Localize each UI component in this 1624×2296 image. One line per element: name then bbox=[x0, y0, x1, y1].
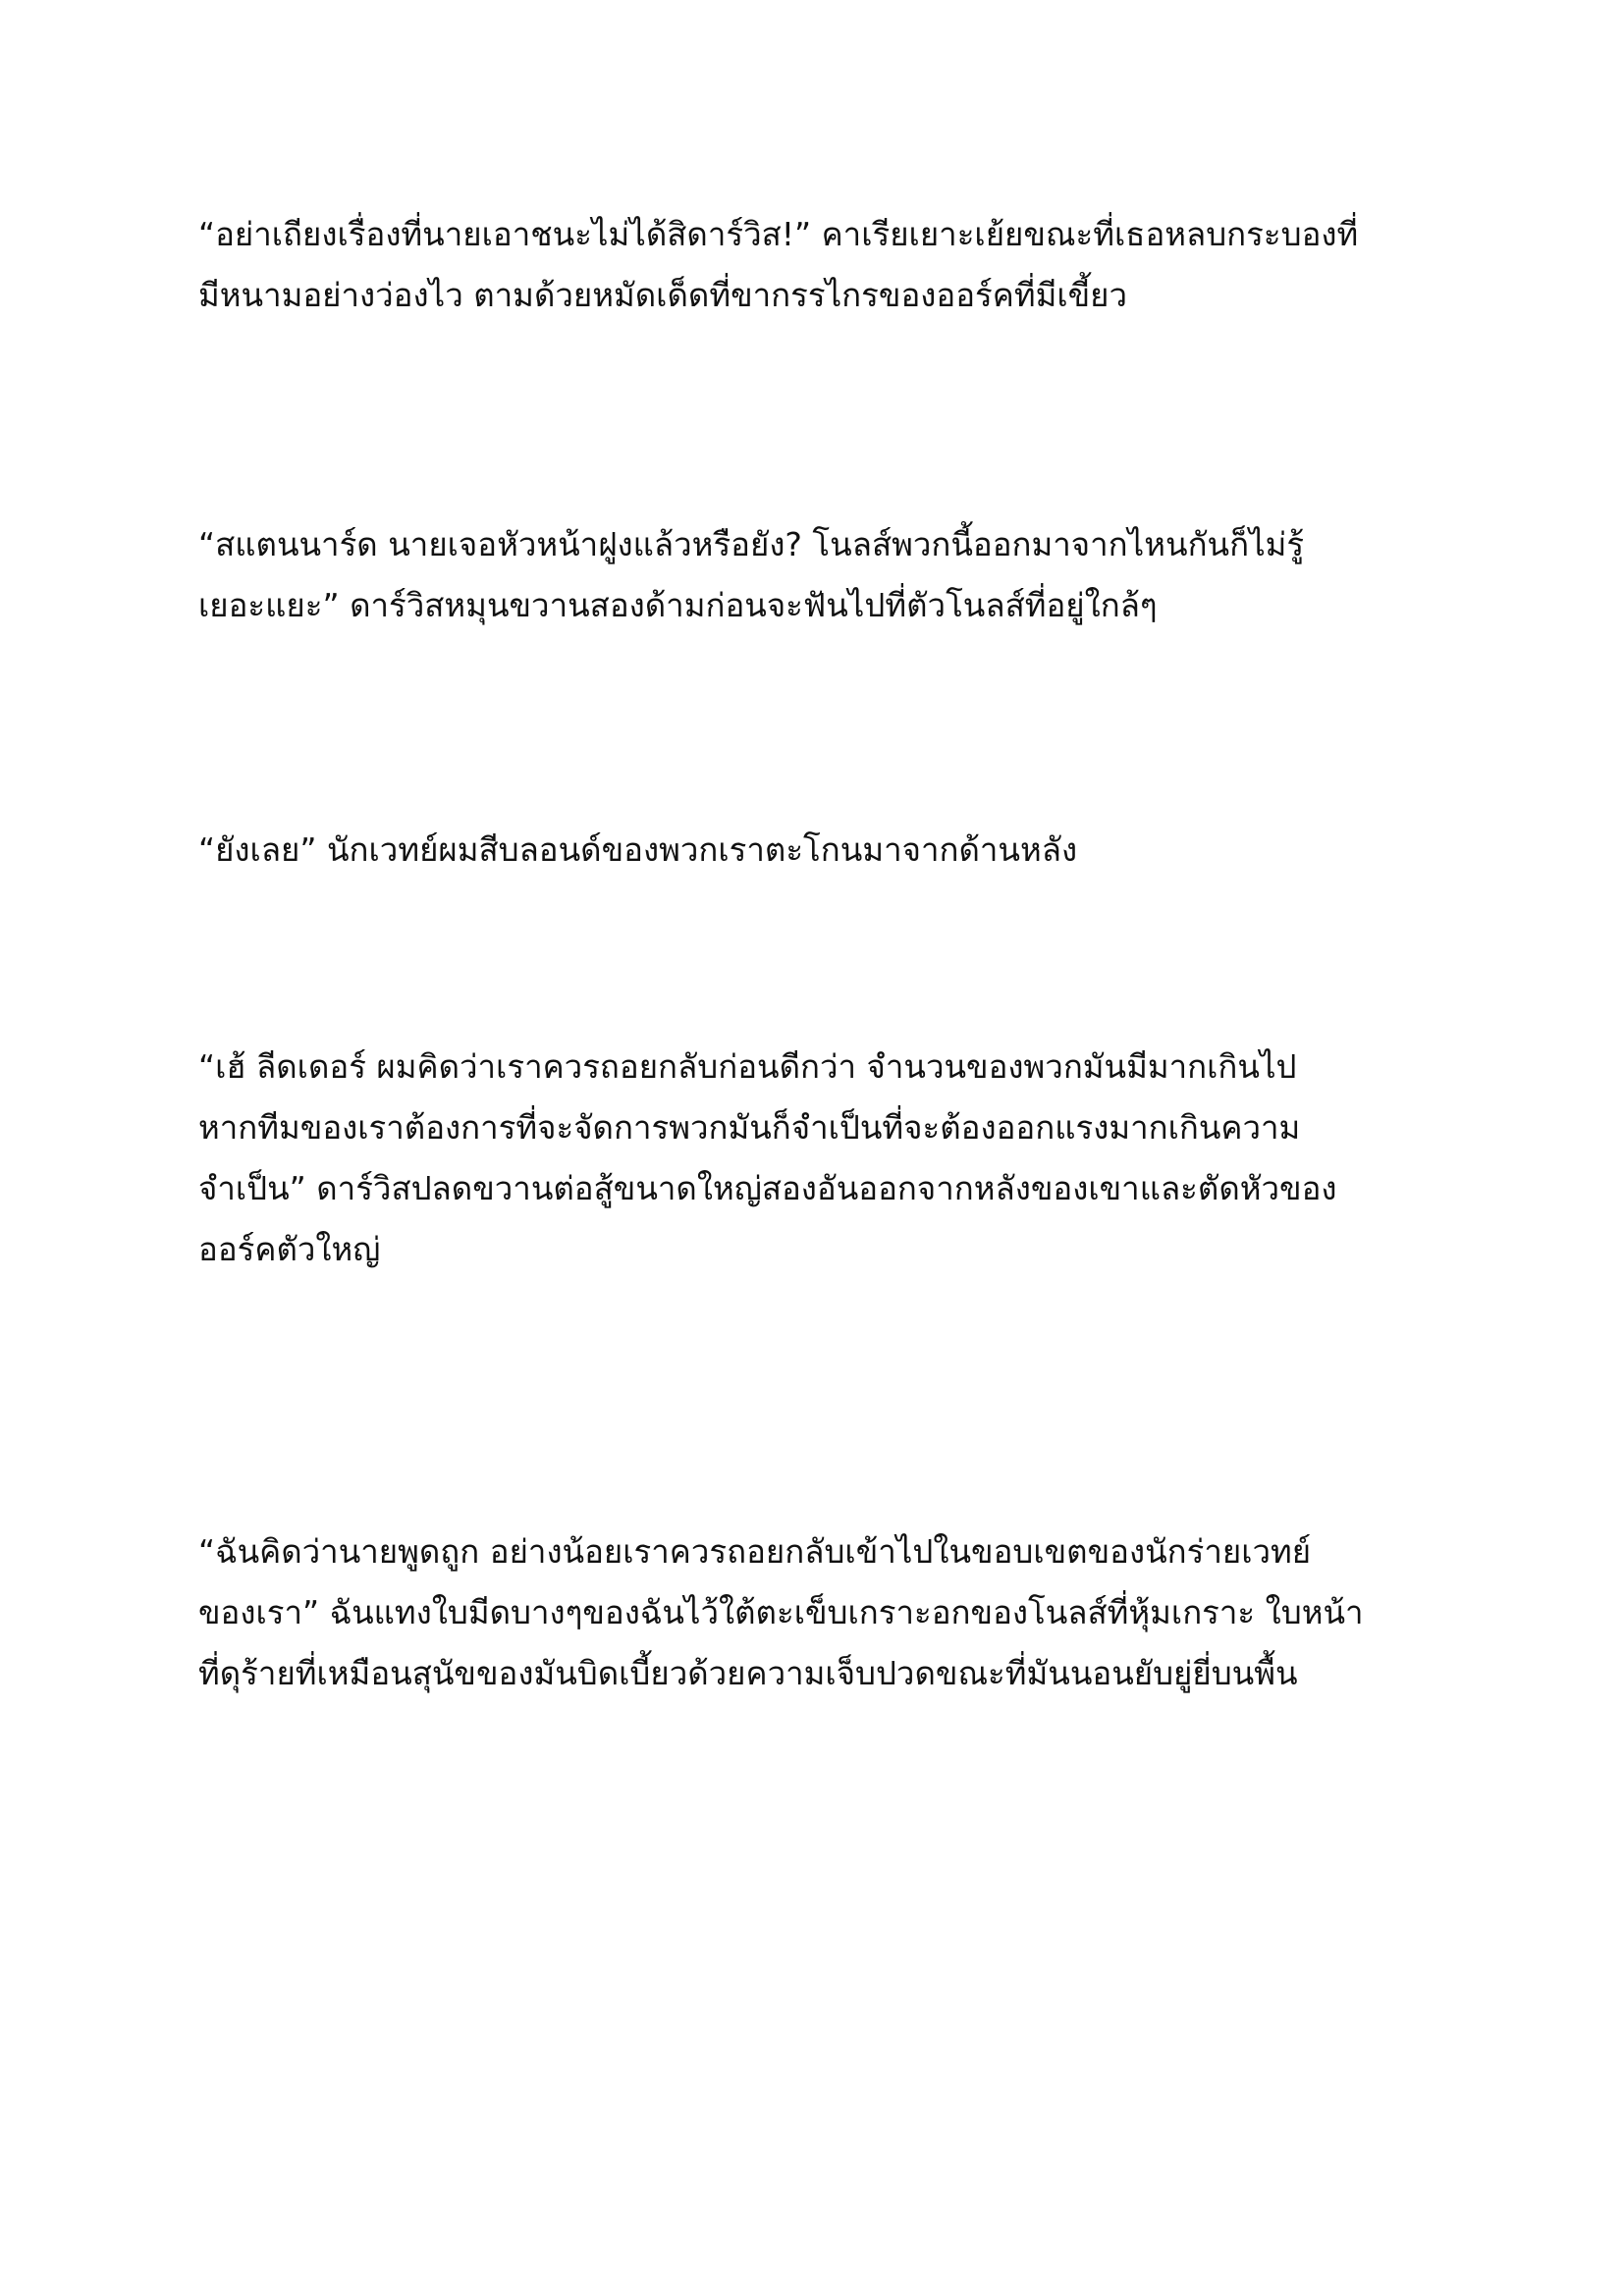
text-line: “ยังเลย” นักเวทย์ผมสีบลอนด์ของพวกเราตะโกนมาจากด้านหลัง bbox=[198, 830, 1078, 869]
text-line: “อย่าเถียงเรื่องที่นายเอาชนะไม่ได้สิดาร์วิส!” คาเรียเยาะเย้ยขณะที่เธอหลบกระบองที่ bbox=[198, 215, 1359, 253]
paragraph-3 bbox=[198, 820, 1455, 881]
text-line: หากทีมของเราต้องการที่จะจัดการพวกมันก็จำเป็นที่จะต้องออกแรงมากเกินความ bbox=[198, 1108, 1301, 1147]
text-line: มีหนามอย่างว่องไว ตามด้วยหมัดเด็ดที่ขากรรไกรของออร์คที่มีเขี้ยว bbox=[198, 276, 1128, 314]
text-line: ออร์คตัวใหญ่ bbox=[198, 1230, 381, 1268]
paragraph-4 bbox=[198, 1037, 1455, 1280]
text-line: ของเรา” ฉันแทงใบมีดบางๆของฉันไว้ใต้ตะเข็บเกราะอกของโนลส์ที่หุ้มเกราะ ใบหน้า bbox=[198, 1593, 1364, 1631]
paragraph-1 bbox=[198, 204, 1455, 326]
text-line: ที่ดุร้ายที่เหมือนสุนัขของมันบิดเบี้ยวด้วยความเจ็บปวดขณะที่มันนอนยับยู่ยี่บนพื้น bbox=[198, 1654, 1298, 1692]
paragraph-2 bbox=[198, 514, 1455, 636]
text-line: จำเป็น” ดาร์วิสปลดขวานต่อสู้ขนาดใหญ่สองอันออกจากหลังของเขาและตัดหัวของ bbox=[198, 1169, 1337, 1207]
paragraph-5 bbox=[198, 1522, 1455, 1704]
text-line: “ฉันคิดว่านายพูดถูก อย่างน้อยเราควรถอยกลับเข้าไปในขอบเขตของนักร่ายเวทย์ bbox=[198, 1532, 1312, 1571]
text-line: “เฮ้ ลีดเดอร์ ผมคิดว่าเราควรถอยกลับก่อนดีกว่า จำนวนของพวกมันมีมากเกินไป bbox=[198, 1047, 1297, 1086]
text-line: เยอะแยะ” ดาร์วิสหมุนขวานสองด้ามก่อนจะฟันไปที่ตัวโนลส์ที่อยู่ใกล้ๆ bbox=[198, 586, 1158, 624]
text-line: “สแตนนาร์ด นายเจอหัวหน้าฝูงแล้วหรือยัง? โนลส์พวกนี้ออกมาจากไหนกันก็ไม่รู้ bbox=[198, 525, 1305, 563]
